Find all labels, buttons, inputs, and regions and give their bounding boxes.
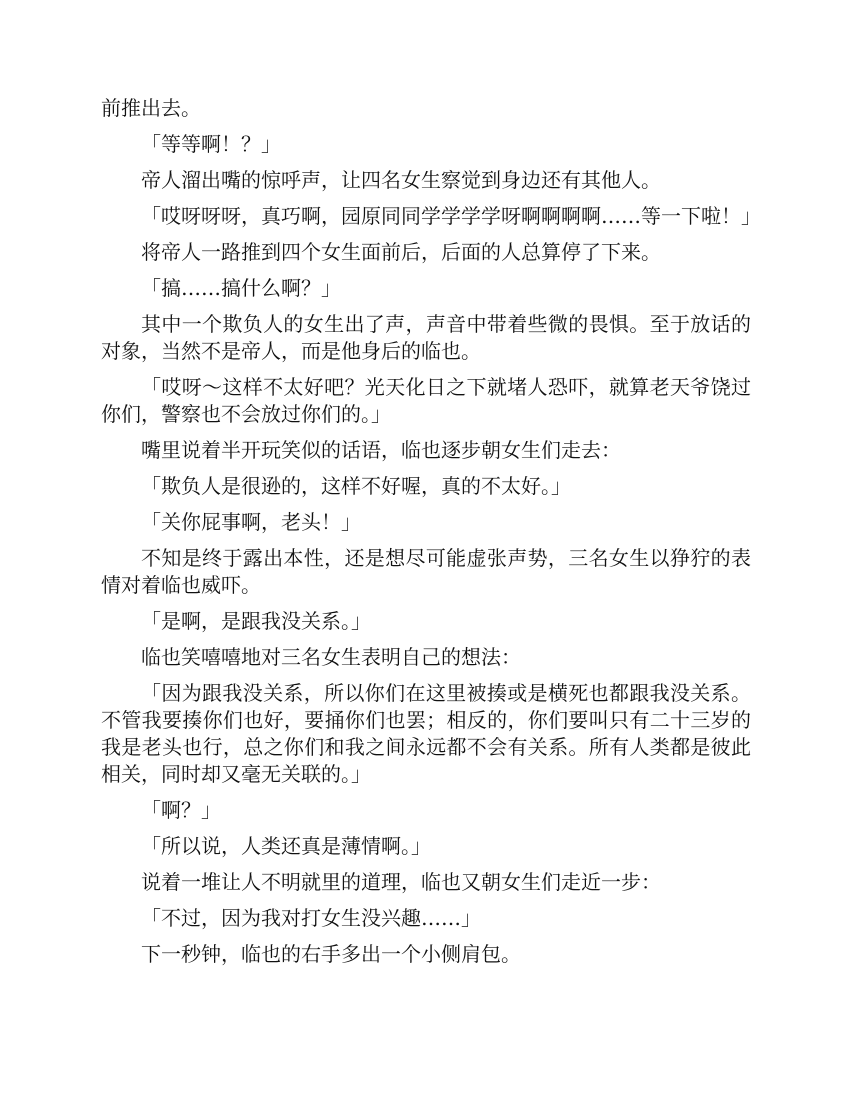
paragraph: 其中一个欺负人的女生出了声，声音中带着些微的畏惧。至于放话的对象，当然不是帝人，而是他身后的临也。 bbox=[101, 312, 751, 363]
paragraph: 「是啊，是跟我没关系。」 bbox=[141, 609, 371, 633]
paragraph: 下一秒钟，临也的右手多出一个小侧肩包。 bbox=[141, 942, 521, 966]
paragraph: 说着一堆让人不明就里的道理，临也又朝女生们走近一步： bbox=[141, 870, 661, 894]
paragraph: 「不过，因为我对打女生没兴趣……」 bbox=[141, 906, 481, 930]
paragraph: 「哎呀呀呀，真巧啊，园原同同学学学学呀啊啊啊啊……等一下啦！」 bbox=[141, 204, 761, 228]
paragraph: 「啊？」 bbox=[141, 798, 221, 822]
document-page bbox=[101, 95, 761, 977]
paragraph: 「关你屁事啊，老头！」 bbox=[141, 510, 361, 534]
paragraph: 「欺负人是很逊的，这样不好喔，真的不太好。」 bbox=[141, 474, 571, 498]
paragraph: 「因为跟我没关系，所以你们在这里被揍或是横死也都跟我没关系。不管我要揍你们也好，要捅你们也罢；相反的，你们要叫只有二十三岁的我是老头也行，总之你们和我之间永远都不会有关系。所有人类都是彼此相关，同时却又毫无关联的。」 bbox=[101, 681, 751, 786]
paragraph: 临也笑嘻嘻地对三名女生表明自己的想法： bbox=[141, 645, 521, 669]
paragraph: 「所以说，人类还真是薄情啊。」 bbox=[141, 834, 431, 858]
paragraph: 「等等啊！？」 bbox=[141, 132, 281, 156]
paragraph: 「搞……搞什么啊？」 bbox=[141, 276, 341, 300]
paragraph: 嘴里说着半开玩笑似的话语，临也逐步朝女生们走去： bbox=[141, 438, 621, 462]
paragraph: 帝人溜出嘴的惊呼声，让四名女生察觉到身边还有其他人。 bbox=[141, 168, 661, 192]
paragraph: 不知是终于露出本性，还是想尽可能虚张声势，三名女生以狰狞的表情对着临也威吓。 bbox=[101, 546, 751, 597]
paragraph: 前推出去。 bbox=[101, 96, 201, 120]
paragraph: 「哎呀～这样不太好吧？光天化日之下就堵人恐吓，就算老天爷饶过你们，警察也不会放过你们的。」 bbox=[101, 375, 751, 426]
paragraph: 将帝人一路推到四个女生面前后，后面的人总算停了下来。 bbox=[141, 240, 661, 264]
